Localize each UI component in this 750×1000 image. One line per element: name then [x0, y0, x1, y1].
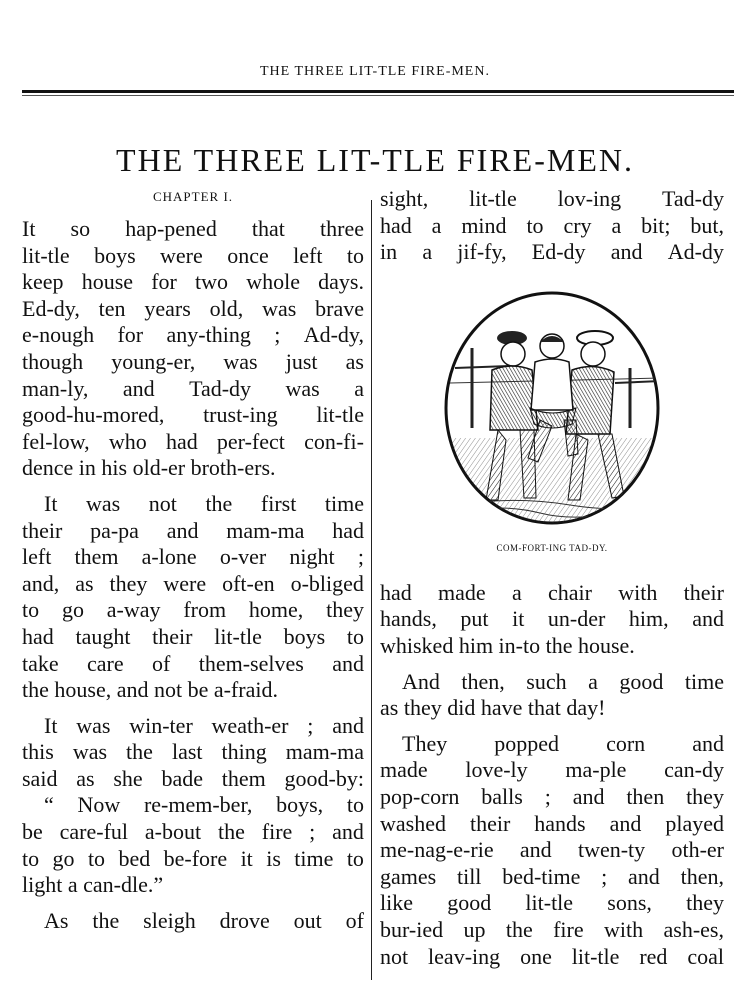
word: their: [152, 623, 193, 649]
word: hap-pened: [125, 216, 217, 241]
word: of: [345, 907, 364, 933]
word: him,: [628, 606, 669, 632]
word: though: [22, 348, 84, 374]
word: the: [505, 916, 533, 942]
text-line: [380, 917, 724, 944]
word: their: [469, 810, 511, 836]
word: fire: [261, 819, 293, 845]
text-line: [22, 624, 364, 651]
word: the: [92, 907, 120, 933]
word: and: [332, 650, 364, 676]
word: mam-ma: [226, 517, 305, 543]
word: had: [165, 428, 198, 454]
word: the: [217, 819, 245, 845]
word: bur-ied: [380, 916, 444, 942]
text-line: [380, 784, 724, 811]
word: care: [87, 650, 124, 676]
word: o-bliged: [290, 570, 364, 596]
word: had: [380, 579, 412, 605]
word: a: [588, 668, 598, 694]
text-line: [380, 731, 724, 758]
word: ten: [98, 295, 126, 321]
illustration-caption: COM-FORT-ING TAD-DY.: [496, 542, 608, 553]
word: oth-er: [671, 837, 724, 863]
word: lit-tle: [214, 623, 262, 649]
word: re-mem-ber,: [143, 792, 253, 818]
word: made: [380, 757, 428, 783]
text-line: [22, 429, 364, 456]
word: sight,: [380, 186, 429, 211]
text-line: [22, 713, 364, 740]
word: is: [266, 845, 281, 871]
text-line: [380, 580, 724, 607]
word: leav-ing: [428, 943, 501, 969]
word: lov-ing: [557, 186, 622, 211]
word: drove: [219, 907, 270, 933]
word: then,: [461, 668, 505, 694]
word: a-lone: [141, 544, 197, 570]
running-head: THE THREE LIT-TLE FIRE-MEN.: [260, 64, 490, 79]
word: bed-time: [502, 863, 581, 889]
word: this: [22, 739, 54, 765]
text-line: [380, 213, 724, 240]
word: time: [324, 490, 364, 516]
word: Tad-dy: [189, 375, 252, 401]
column-divider: [371, 200, 372, 980]
word: fire: [553, 916, 584, 942]
word: left: [293, 242, 323, 268]
word: good-by:: [284, 765, 364, 791]
word: last: [171, 739, 203, 765]
word: so: [70, 216, 91, 241]
word: jif-fy,: [457, 239, 507, 265]
word: then: [626, 783, 665, 809]
word: two: [195, 269, 229, 295]
word: And: [402, 668, 440, 694]
word: once: [227, 242, 269, 268]
word: Ad-dy,: [303, 322, 364, 348]
word: they: [686, 783, 724, 809]
text-line: [22, 216, 364, 243]
word: take: [22, 650, 59, 676]
word: bade: [161, 765, 203, 791]
word: washed: [380, 810, 446, 836]
word: their: [22, 517, 63, 543]
word: it: [240, 845, 253, 871]
word: the: [126, 739, 153, 765]
word: was: [86, 490, 121, 516]
word: home,: [248, 597, 304, 623]
word: good: [447, 890, 492, 916]
word: from: [183, 597, 227, 623]
word: and: [572, 783, 605, 809]
word: ;: [307, 712, 314, 738]
word: bed: [118, 845, 151, 871]
text-line: [22, 651, 364, 678]
word: a: [354, 375, 364, 401]
word: popped: [494, 730, 560, 756]
word: to: [22, 845, 40, 871]
word: the: [205, 490, 233, 516]
word: were: [163, 570, 207, 596]
word: put: [460, 606, 489, 632]
word: days.: [318, 269, 364, 295]
text-line: [380, 890, 724, 917]
right-column: [380, 186, 724, 970]
word: taught: [75, 623, 131, 649]
word: time: [684, 668, 724, 694]
word: were: [160, 242, 203, 268]
word: ;: [274, 322, 281, 348]
word: lit-tle: [22, 242, 70, 268]
illustration-image: [380, 288, 724, 538]
text-line: [380, 944, 724, 971]
text-line: [22, 402, 364, 429]
word: a: [422, 239, 433, 265]
text-line: [22, 296, 364, 323]
text-line: [22, 349, 364, 376]
word: As: [44, 907, 69, 933]
word: house: [81, 269, 134, 295]
text-line: [380, 669, 724, 696]
text-line: [380, 811, 724, 838]
word: them: [74, 544, 119, 570]
word: Tad-dy: [662, 186, 724, 211]
word: one: [520, 943, 552, 969]
word: e-nough: [22, 322, 95, 348]
word: just: [285, 348, 318, 374]
word: lit-tle: [469, 186, 517, 211]
text-line: dence in his old-er broth-ers.: [22, 455, 276, 481]
word: be-fore: [163, 845, 228, 871]
word: them: [221, 765, 266, 791]
word: first: [260, 490, 297, 516]
word: their: [683, 579, 724, 605]
word: and: [166, 517, 199, 543]
word: had: [380, 212, 412, 238]
text-line: [22, 739, 364, 766]
word: was: [72, 739, 108, 765]
word: go: [52, 845, 75, 871]
header-rule-thin: [22, 95, 734, 96]
text-line: [22, 491, 364, 518]
word: as: [75, 570, 94, 596]
word: out: [293, 907, 322, 933]
word: to: [22, 597, 40, 623]
word: hands,: [380, 606, 437, 632]
word: lit-tle: [571, 943, 620, 969]
word: corn: [606, 730, 646, 756]
word: o-ver: [219, 544, 267, 570]
text-line: [22, 518, 364, 545]
word: trust-ing: [203, 402, 278, 428]
word: con-fi-: [304, 428, 364, 454]
word: and: [628, 863, 660, 889]
text-line: [380, 606, 724, 633]
word: up: [463, 916, 486, 942]
word: for: [117, 322, 144, 348]
word: years: [144, 295, 191, 321]
word: Ad-dy: [667, 239, 724, 265]
word: It: [44, 712, 58, 738]
word: fel-low,: [22, 428, 90, 454]
word: per-fect: [216, 428, 285, 454]
text-line: light a can-dle.”: [22, 872, 164, 898]
word: that: [251, 216, 285, 241]
word: ;: [357, 544, 364, 570]
word: sons,: [607, 890, 652, 916]
word: it: [512, 606, 525, 632]
word: to: [346, 845, 364, 871]
word: they: [326, 597, 364, 623]
word: old,: [209, 295, 244, 321]
text-line: [380, 864, 724, 891]
word: Now: [77, 792, 121, 818]
word: coal: [687, 943, 724, 969]
word: and: [692, 606, 724, 632]
left-column-text: [22, 216, 364, 934]
word: as: [76, 765, 95, 791]
word: with: [604, 916, 644, 942]
text-line: [22, 908, 364, 935]
word: to: [87, 845, 106, 871]
word: cry: [563, 212, 592, 238]
word: ma-ple: [565, 757, 627, 783]
word: and: [692, 730, 724, 756]
illustration: [380, 288, 724, 553]
text-line: [22, 792, 364, 819]
word: chair: [547, 579, 592, 605]
word: was: [262, 295, 297, 321]
word: and: [332, 712, 364, 738]
word: had: [22, 623, 54, 649]
text-line: [22, 269, 364, 296]
word: was: [76, 712, 111, 738]
word: to: [526, 212, 544, 238]
text-line: [22, 846, 364, 873]
word: care-ful: [59, 819, 129, 845]
text-line: [380, 837, 724, 864]
word: to: [346, 623, 364, 649]
word: a: [611, 212, 622, 238]
word: weath-er: [211, 712, 289, 738]
word: with: [618, 579, 658, 605]
word: sleigh: [143, 907, 196, 933]
word: keep: [22, 269, 64, 295]
word: then,: [680, 863, 724, 889]
word: man-ly,: [22, 375, 89, 401]
text-line: [22, 766, 364, 793]
word: but,: [690, 212, 724, 238]
word: to: [346, 792, 364, 818]
word: ash-es,: [663, 916, 724, 942]
right-column-text-bottom: [380, 580, 724, 970]
text-line: [380, 186, 724, 213]
word: said: [22, 765, 58, 791]
text-line: [380, 239, 724, 266]
chapter-heading: CHAPTER I.: [152, 189, 234, 204]
left-column: [22, 186, 364, 934]
text-line: [22, 243, 364, 270]
word: and: [519, 837, 552, 863]
word: she: [113, 765, 143, 791]
word: un-der: [547, 606, 606, 632]
word: ;: [601, 863, 608, 889]
word: made: [438, 579, 486, 605]
word: who: [108, 428, 147, 454]
text-line: [22, 597, 364, 624]
word: games: [380, 863, 437, 889]
word: they: [109, 570, 148, 596]
page-title: THE THREE LIT-TLE FIRE-MEN.: [116, 142, 634, 178]
word: in: [380, 239, 398, 265]
word: left: [22, 544, 52, 570]
word: good-hu-mored,: [22, 402, 165, 428]
header-rule: [22, 90, 734, 93]
word: boys: [94, 242, 136, 268]
word: good: [619, 668, 664, 694]
word: to: [346, 242, 364, 268]
word: ;: [309, 819, 316, 845]
word: love-ly: [465, 757, 528, 783]
word: win-ter: [129, 712, 193, 738]
text-line: [22, 571, 364, 598]
word: ;: [544, 783, 551, 809]
word: young-er,: [111, 348, 196, 374]
word: as: [345, 348, 364, 374]
word: night: [289, 544, 335, 570]
word: boys,: [276, 792, 324, 818]
word: pa-pa: [90, 517, 139, 543]
word: brave: [315, 295, 364, 321]
word: such: [526, 668, 567, 694]
word: can-dy: [664, 757, 724, 783]
word: for: [151, 269, 177, 295]
word: whole: [246, 269, 300, 295]
word: not: [380, 943, 409, 969]
word: a: [431, 212, 442, 238]
text-line: [22, 376, 364, 403]
word: had: [332, 517, 364, 543]
word: them-selves: [198, 650, 304, 676]
word: a: [511, 579, 522, 605]
word: like: [380, 890, 413, 916]
word: and: [610, 239, 643, 265]
text-line: whisked him in-to the house.: [380, 632, 635, 658]
word: till: [456, 863, 482, 889]
word: oft-en: [222, 570, 275, 596]
word: three: [320, 216, 364, 241]
word: “: [44, 792, 54, 818]
word: balls: [481, 783, 523, 809]
word: mind: [461, 212, 507, 238]
word: twen-ty: [577, 837, 646, 863]
text-line: [380, 757, 724, 784]
word: and: [609, 810, 642, 836]
word: and: [332, 819, 364, 845]
word: not: [148, 490, 177, 516]
word: It: [44, 490, 58, 516]
word: a-way: [106, 597, 161, 623]
word: bit;: [641, 212, 671, 238]
word: Ed-dy,: [22, 295, 80, 321]
word: they: [686, 890, 724, 916]
text-line: [22, 322, 364, 349]
word: be: [22, 819, 43, 845]
word: red: [639, 943, 668, 969]
word: thing: [221, 739, 267, 765]
word: hands: [534, 810, 586, 836]
word: was: [285, 375, 320, 401]
word: played: [665, 810, 724, 836]
word: of: [152, 650, 171, 676]
word: mam-ma: [285, 739, 364, 765]
word: any-thing: [166, 322, 251, 348]
word: and,: [22, 570, 60, 596]
word: a-bout: [144, 819, 202, 845]
word: boys: [283, 623, 326, 649]
word: lit-tle: [316, 402, 364, 428]
word: Ed-dy: [531, 239, 586, 265]
word: It: [22, 216, 36, 241]
word: me-nag-e-rie: [380, 837, 494, 863]
word: and: [122, 375, 155, 401]
text-line: [22, 819, 364, 846]
text-line: as they did have that day!: [380, 695, 606, 721]
word: time: [294, 845, 334, 871]
word: pop-corn: [380, 783, 460, 809]
word: lit-tle: [525, 890, 574, 916]
word: They: [402, 730, 448, 756]
text-line: [22, 544, 364, 571]
word: was: [223, 348, 258, 374]
right-column-text-top: [380, 186, 724, 266]
word: go: [61, 597, 84, 623]
text-line: the house, and not be a-fraid.: [22, 677, 278, 703]
